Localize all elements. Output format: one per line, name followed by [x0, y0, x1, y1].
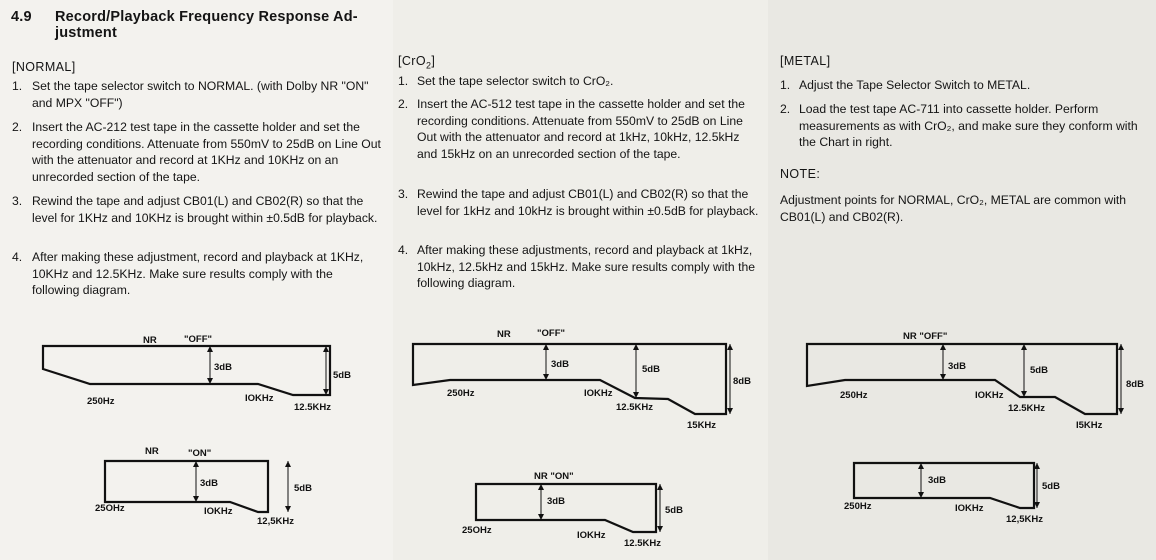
5db-label: 5dB	[665, 505, 683, 516]
15khz-label: I5KHz	[1076, 420, 1103, 431]
nr-label: NR	[143, 335, 157, 346]
step-text: Rewind the tape and adjust CB01(L) and CB02(R) so that the level for 1KHz and 10KHz is brought within ±0.5dB for playback.	[32, 194, 378, 225]
normal-heading: [NORMAL]	[12, 60, 76, 74]
step-text: Rewind the tape and adjust CB01(L) and CB02(R) so that the level for 1kHz and 10kHz is brought within ±0.5dB for playback.	[417, 187, 759, 218]
arrow-up	[285, 461, 291, 467]
step-text: Insert the AC-212 test tape in the cassette holder and set the recording conditions. Attenuate from 550mV to 25dB on Line Out with the attenuator and record at 1KHz and 10KHz on an unrecorded section of the tape.	[32, 120, 381, 184]
10khz-label: IOKHz	[577, 530, 606, 541]
arrow-up	[657, 484, 663, 490]
step-number: 2.	[12, 120, 23, 134]
10khz-label: IOKHz	[955, 503, 984, 514]
step-text: After making these adjustments, record and playback at 1kHz, 10kHz, 12.5kHz and 15kHz. Make sure results comply with the following diagram.	[417, 243, 756, 291]
12-5khz-label: 12.5KHz	[1008, 403, 1045, 414]
nr-off-label: NR "OFF"	[903, 331, 948, 342]
10khz-label: IOKHz	[975, 390, 1004, 401]
step-text: Load the test tape AC-711 into cassette holder. Perform measurements as with CrO₂, and make sure they conform with the Chart in right.	[799, 102, 1138, 150]
12-5khz-label: 12.5KHz	[624, 538, 661, 549]
step-number: 3.	[398, 187, 409, 201]
nr-label: NR	[145, 446, 159, 457]
12-5khz-label: 12,5KHz	[257, 516, 294, 527]
normal-nr-on-diagram	[95, 446, 312, 527]
5db-label: 5dB	[294, 483, 312, 494]
3db-label: 3dB	[214, 362, 232, 373]
250hz-label: 250Hz	[447, 388, 475, 399]
note-text: Adjustment points for NORMAL, CrO₂, METAL are common with CB01(L) and CB02(R).	[780, 193, 1127, 224]
off-label: "OFF"	[537, 328, 566, 339]
8db-label: 8dB	[733, 376, 751, 387]
250hz-label: 25OHz	[95, 503, 125, 514]
arrow-down	[657, 526, 663, 532]
step-text: Adjust the Tape Selector Switch to METAL.	[799, 78, 1031, 92]
step-number: 4.	[12, 250, 23, 264]
step-text: Set the tape selector switch to CrO₂.	[417, 74, 614, 88]
5db-label: 5dB	[1030, 365, 1048, 376]
response-outline	[43, 346, 330, 395]
step-text: Set the tape selector switch to NORMAL. (with Dolby NR "ON" and MPX "OFF")	[32, 79, 369, 110]
12-5khz-label: 12.5KHz	[294, 402, 331, 413]
cro2-heading-post: ]	[431, 54, 436, 68]
on-label: "ON"	[188, 448, 212, 459]
3db-label: 3dB	[547, 496, 565, 507]
8db-label: 8dB	[1126, 379, 1144, 390]
arrow-down	[285, 506, 291, 512]
250hz-label: 250Hz	[87, 396, 115, 407]
step-number: 1.	[12, 79, 23, 93]
arrow-up	[727, 344, 733, 350]
section-title-line2: justment	[55, 25, 118, 41]
5db-label: 5dB	[1042, 481, 1060, 492]
250hz-label: 250Hz	[840, 390, 868, 401]
15khz-label: 15KHz	[687, 420, 717, 431]
normal-nr-off-diagram	[43, 334, 351, 413]
metal-nr-off-diagram	[807, 331, 1144, 431]
arrow-down	[1118, 408, 1124, 414]
response-outline	[476, 484, 656, 532]
10khz-label: IOKHz	[204, 506, 233, 517]
3db-label: 3dB	[200, 478, 218, 489]
10khz-label: IOKHz	[584, 388, 613, 399]
nr-label: NR	[497, 329, 511, 340]
response-outline	[413, 344, 726, 414]
250hz-label: 250Hz	[844, 501, 872, 512]
arrow-up	[1118, 344, 1124, 350]
step-text: After making these adjustment, record and playback at 1KHz, 10KHz and 12.5KHz. Make sure results comply with the following diagram.	[32, 250, 364, 298]
step-number: 2.	[398, 97, 409, 111]
step-number: 4.	[398, 243, 409, 257]
step-number: 2.	[780, 102, 791, 116]
5db-label: 5dB	[642, 364, 660, 375]
cro2-heading-sub: 2	[426, 60, 432, 71]
metal-heading: [METAL]	[780, 54, 831, 68]
note-heading: NOTE:	[780, 167, 821, 181]
10khz-label: IOKHz	[245, 393, 274, 404]
3db-label: 3dB	[551, 359, 569, 370]
arrow-down	[727, 408, 733, 414]
response-outline	[807, 344, 1117, 414]
response-outline	[105, 461, 268, 512]
cro2-heading-pre: [CrO	[398, 54, 426, 68]
5db-label: 5dB	[333, 370, 351, 381]
step-number: 1.	[398, 74, 409, 88]
section-title-line1: Record/Playback Frequency Response Ad-	[55, 9, 358, 25]
12-5khz-label: 12.5KHz	[616, 402, 653, 413]
step-number: 3.	[12, 194, 23, 208]
off-label: "OFF"	[184, 334, 213, 345]
250hz-label: 25OHz	[462, 525, 492, 536]
cro2-nr-off-diagram	[413, 328, 751, 431]
nr-on-label: NR "ON"	[534, 471, 574, 482]
step-number: 1.	[780, 78, 791, 92]
step-text: Insert the AC-512 test tape in the cassette holder and set the recording conditions. Attenuate from 550mV to 25dB on Line Out with the attenuator and record at 1kHz, 10kHz, 12.5kHz and 15kHz on an unrecorded section of the tape.	[417, 97, 745, 161]
metal-nr-on-diagram	[844, 463, 1060, 525]
3db-label: 3dB	[928, 475, 946, 486]
12-5khz-label: 12,5KHz	[1006, 514, 1043, 525]
section-number: 4.9	[11, 9, 32, 25]
3db-label: 3dB	[948, 361, 966, 372]
cro2-nr-on-diagram	[462, 471, 683, 549]
